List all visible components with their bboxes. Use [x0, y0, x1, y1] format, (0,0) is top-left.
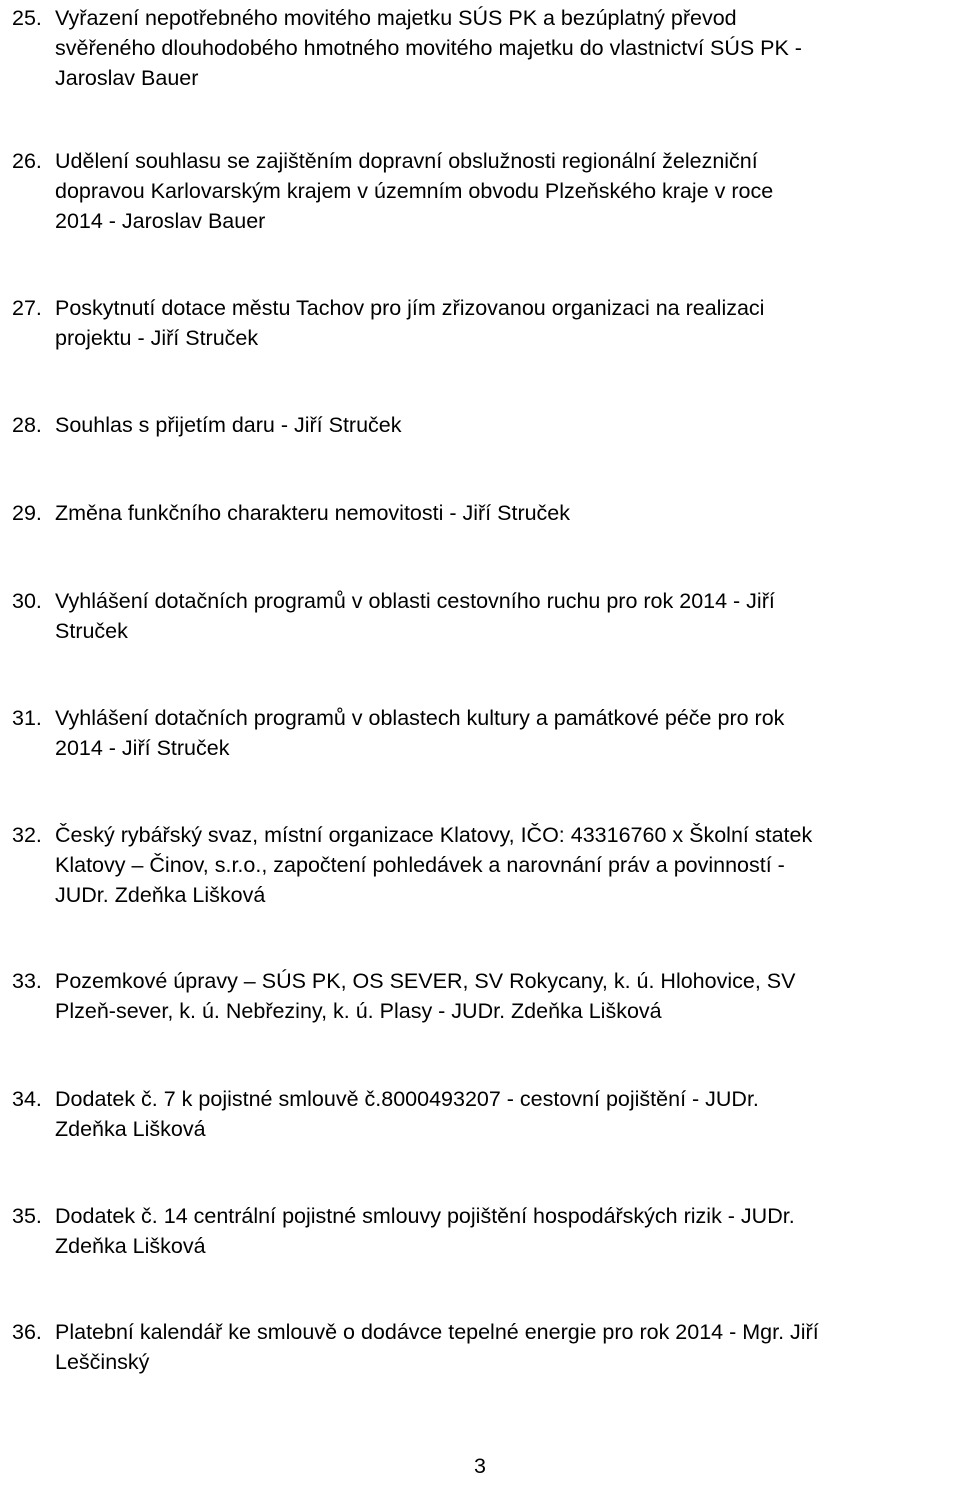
item-text-line: Leščinský [55, 1350, 150, 1374]
item-number: 25. [12, 6, 42, 30]
item-text-line: Jaroslav Bauer [55, 66, 199, 90]
item-text-line: Souhlas s přijetím daru - Jiří Struček [55, 413, 402, 437]
item-text-line: Vyhlášení dotačních programů v oblastech kultury a památkové péče pro rok [55, 706, 785, 730]
item-text-line: Zdeňka Lišková [55, 1117, 206, 1141]
item-text-line: 2014 - Jiří Struček [55, 736, 230, 760]
item-text-line: JUDr. Zdeňka Lišková [55, 883, 266, 907]
item-text-line: projektu - Jiří Struček [55, 326, 259, 350]
item-text-line: Pozemkové úpravy – SÚS PK, OS SEVER, SV Rokycany, k. ú. Hlohovice, SV [55, 969, 796, 993]
item-number: 36. [12, 1320, 42, 1344]
item-text-line: Vyřazení nepotřebného movitého majetku SÚS PK a bezúplatný převod [55, 6, 737, 30]
item-text-line: Klatovy – Činov, s.r.o., započtení pohledávek a narovnání práv a povinností - [55, 853, 785, 877]
item-text-line: 2014 - Jaroslav Bauer [55, 209, 266, 233]
item-text-line: Vyhlášení dotačních programů v oblasti cestovního ruchu pro rok 2014 - Jiří [55, 589, 775, 613]
item-text [55, 293, 955, 353]
item-text [55, 586, 955, 646]
item-text [55, 3, 955, 93]
item-text-line: Poskytnutí dotace městu Tachov pro jím zřizovanou organizaci na realizaci [55, 296, 765, 320]
item-text [55, 1201, 955, 1261]
item-text-line: Dodatek č. 7 k pojistné smlouvě č.8000493207 - cestovní pojištění - JUDr. [55, 1087, 759, 1111]
item-text-line: svěřeného dlouhodobého hmotného movitého majetku do vlastnictví SÚS PK - [55, 36, 802, 60]
item-text [55, 966, 955, 1026]
item-text-line: dopravou Karlovarským krajem v územním obvodu Plzeňského kraje v roce [55, 179, 774, 203]
item-text [55, 703, 955, 763]
item-number: 30. [12, 589, 42, 613]
item-text-line: Český rybářský svaz, místní organizace Klatovy, IČO: 43316760 x Školní statek [55, 823, 813, 847]
item-number: 33. [12, 969, 42, 993]
item-number: 27. [12, 296, 42, 320]
item-text-line: Struček [55, 619, 128, 643]
item-number: 32. [12, 823, 42, 847]
item-text [55, 1317, 955, 1377]
item-number: 26. [12, 149, 42, 173]
item-text-line: Platební kalendář ke smlouvě o dodávce tepelné energie pro rok 2014 - Mgr. Jiří [55, 1320, 819, 1344]
item-text-line: Změna funkčního charakteru nemovitosti - Jiří Struček [55, 501, 571, 525]
item-text [55, 410, 955, 440]
item-number: 28. [12, 413, 42, 437]
item-text-line: Dodatek č. 14 centrální pojistné smlouvy pojištění hospodářských rizik - JUDr. [55, 1204, 795, 1228]
item-text-line: Zdeňka Lišková [55, 1234, 206, 1258]
item-text [55, 146, 955, 236]
item-text [55, 820, 955, 910]
item-number: 34. [12, 1087, 42, 1111]
item-text [55, 1084, 955, 1144]
item-text-line: Plzeň-sever, k. ú. Nebřeziny, k. ú. Plasy - JUDr. Zdeňka Lišková [55, 999, 662, 1023]
item-number: 31. [12, 706, 42, 730]
item-text [55, 498, 955, 528]
item-number: 35. [12, 1204, 42, 1228]
item-number: 29. [12, 501, 42, 525]
page-number: 3 [474, 1454, 486, 1478]
item-text-line: Udělení souhlasu se zajištěním dopravní obslužnosti regionální železniční [55, 149, 758, 173]
